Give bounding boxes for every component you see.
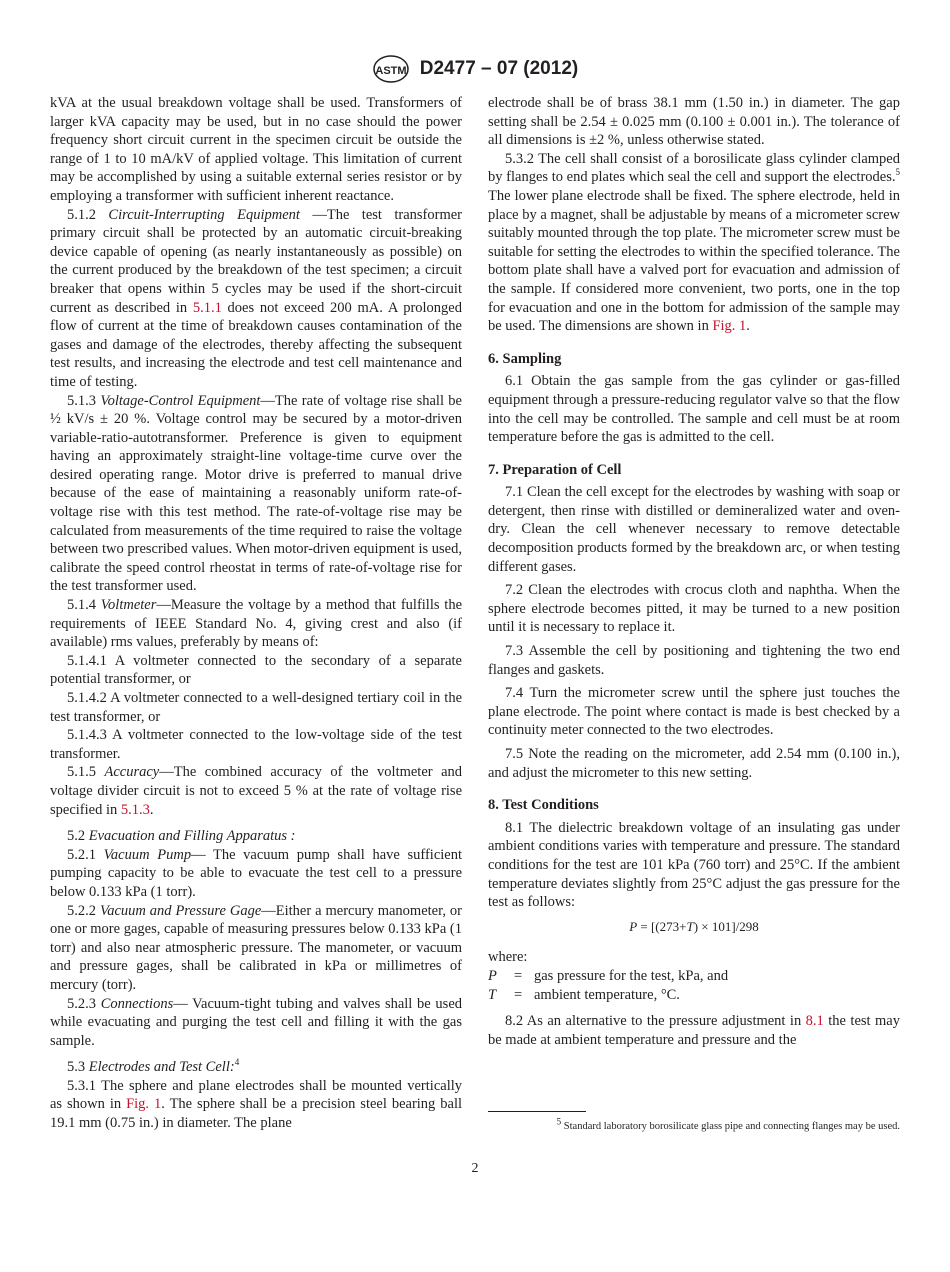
cross-reference-link[interactable]: 8.1 [805, 1013, 824, 1030]
text-span: Accuracy [104, 764, 160, 781]
text-span: — The vacuum pump shall have sufficient pumping capacity to be able to evacuate the test cell to a pressure below 0.133 kPa (1 torr). [50, 846, 463, 900]
paragraph [488, 1012, 900, 1049]
text-span: Vacuum Pump [103, 846, 192, 863]
astm-logo-icon [372, 54, 410, 84]
text-span: 6. Sampling [488, 350, 562, 367]
text-span: —The test transformer primary circuit shall be protected by an automatic circuit-breaking device capable of opening (as nearly instantaneously as possible) on the current produced by the breakdown of the test specimen; a circuit breaker that opens within 5 cycles may be used if the short-circuit current as described in [50, 206, 462, 316]
paragraph [50, 763, 462, 819]
text-span: . [149, 801, 154, 818]
paragraph [488, 642, 900, 679]
cross-reference-link[interactable]: Fig. 1 [126, 1096, 162, 1113]
text-span: = [(273+ [637, 918, 687, 934]
text-span: the test may be made at ambient temperature and pressure and the [488, 1013, 900, 1048]
svg-text:ASTM: ASTM [375, 65, 407, 77]
right-column [488, 94, 900, 1133]
text-span: = [514, 967, 523, 984]
paragraph [50, 995, 462, 1051]
footnote-divider [488, 1111, 586, 1112]
text-span: —The combined accuracy of the voltmeter and voltage divider circuit is not to exceed 5 % at the rate of voltage rise specified in [50, 764, 463, 818]
text-span: P [488, 967, 497, 984]
paragraph [488, 94, 900, 150]
footnote-ref: 5 [895, 167, 900, 178]
text-span: 7.5 Note the reading on the micrometer, add 2.54 mm (0.100 in.), and adjust the micrometer to this new setting. [488, 746, 900, 781]
section-heading [488, 461, 900, 480]
text-span: The lower plane electrode shall be fixed. The sphere electrode, held in place by a magnet, shall be adjustable by means of a micrometer screw suitably mounted through the top plate. The micrometer screw must be suitable for setting the electrodes to within the specified tolerance. The bottom plate shall have a valved port for evacuation and admission of the sample. If considered more convenient, two ports, one in the top for evacuation and one in the bottom for admission of the sample may be used. The dimensions are shown in [488, 187, 900, 335]
paragraph [488, 948, 900, 967]
paragraph [488, 819, 900, 912]
text-span: 5.3.1 The sphere and plane electrodes shall be mounted vertically as shown in [50, 1077, 462, 1113]
document-designation: D2477 – 07 (2012) [419, 58, 579, 79]
text-span: where: [488, 949, 528, 966]
text-span: . The sphere shall be a precision steel bearing ball 19.1 mm (0.75 in.) in diameter. The plane [50, 1096, 462, 1132]
paragraph [50, 392, 462, 597]
text-span: 7.1 Clean the cell except for the electrodes by washing with soap or detergent, then rinse with distilled or demineralized water and oven-dry. Clean the cell whenever necessary to remove detectable decomposition products formed by the breakdown arc, or when testing different gases. [488, 484, 900, 575]
text-span: —Either a mercury manometer, or one or more gages, capable of measuring pressures below 0.133 kPa (1 torr) and also near atmospheric pressure. The manometer, or vacuum and pressure gages, shall be calibrated in kPa or millimetres of mercury (torr). [50, 902, 462, 993]
paragraph [488, 684, 900, 740]
text-span: 5.1.4 [67, 597, 101, 614]
paragraph [50, 1058, 462, 1077]
text-span: 5.2.2 [67, 902, 100, 919]
text-span: 8.1 The dielectric breakdown voltage of an insulating gas under ambient conditions varies with temperature and pressure. The standard conditions for the test are 101 kPa (760 torr) and 25°C. If the ambient temperature deviates slightly from 25°C adjust the gas pressure for the test as follows: [488, 819, 900, 911]
paragraph [50, 652, 462, 689]
text-span: 5.3.2 The cell shall consist of a borosilicate glass cylinder clamped by flanges to end plates which seal the cell and support the electrodes. [488, 150, 900, 186]
footnote-ref: 4 [234, 1057, 240, 1068]
paragraph [50, 689, 462, 726]
paragraph [50, 206, 462, 392]
text-span: . [746, 318, 750, 335]
footnote-text: Standard laboratory borosilicate glass pipe and connecting flanges may be used. [561, 1120, 900, 1132]
right-column-body [488, 94, 900, 1049]
text-span: 7.2 Clean the electrodes with crocus cloth and naphtha. When the sphere electrode becomes pitted, it may be turned to a new position until it is necessary to replace it. [488, 582, 900, 636]
equation [488, 918, 900, 937]
paragraph [488, 581, 900, 637]
page-number: 2 [471, 1160, 479, 1176]
text-span: Electrodes and Test Cell: [88, 1059, 235, 1076]
text-span: T [488, 986, 497, 1003]
text-span: —The rate of voltage rise shall be ½ kV/s ± 20 %. Voltage control may be secured by a motor-driven variable-ratio-autotransformer. Preference is given to equipment having an approximately straight-line voltage-time curve over the desired operating range. Motor drive is preferred to manual drive because of the ease of maintaining a reasonably uniform rate-of-voltage rise with this test method. The rate-of-voltage rise may be calculated from measurements of the time required to raise the voltage between two prescribed values. When motor-driven equipment is used, calibrate the speed control rheostat in terms of rate-of-voltage rise for the test transformer used. [50, 392, 462, 595]
text-span: Voltmeter [100, 597, 157, 614]
text-span: electrode shall be of brass 38.1 mm (1.50 in.) in diameter. The gap setting shall be 2.54 ± 0.025 mm (0.100 ± 0.001 in.). The tolerance of all dimensions is ±2 %, unless otherwise stated. [488, 95, 900, 149]
text-span: 7.3 Assemble the cell by positioning and tightening the two end flanges and gaskets. [488, 643, 900, 678]
text-span: 8. Test Conditions [488, 797, 599, 814]
body-columns [0, 94, 950, 1133]
text-span: kVA at the usual breakdown voltage shall be used. Transformers of larger kVA capacity may be used, but in no case should the power frequency short circuit current in the specimen circuit be outside the range of 1 to 10 mA/kV of applied voltage. This limitation of current may be accomplished by using a suitable external series resistor or by employing a transformer with sufficient inherent reactance. [50, 95, 462, 204]
cross-reference-link[interactable]: 5.1.3 [120, 801, 150, 818]
text-span: 6.1 Obtain the gas sample from the gas cylinder or gas-filled equipment through a pressure-reducing regulator valve so that the flow into the cell may be controlled. The sample and cell must be at room temperature before the gas is admitted to the cell. [488, 373, 900, 446]
footnote-area [488, 1097, 900, 1133]
section-heading [488, 350, 900, 369]
cross-reference-link[interactable]: 5.1.1 [192, 299, 222, 316]
text-span: 5.1.4.1 A voltmeter connected to the secondary of a separate potential transformer, or [50, 652, 462, 688]
text-span: does not exceed 200 mA. A prolonged flow of current at the time of breakdown causes contamination of the gases and damage of the electrodes, thereby affecting the subsequent test results, and increasing the electrode and test cell maintenance and time of testing. [50, 299, 462, 390]
text-span: 5.1.3 [67, 392, 101, 409]
text-span: T [686, 918, 694, 934]
definition-item [488, 967, 900, 986]
paragraph [50, 827, 462, 846]
text-span: 7. Preparation of Cell [488, 461, 622, 478]
text-span: 5.3 [67, 1059, 89, 1076]
text-span: Circuit-Interrupting Equipment [108, 206, 300, 223]
paragraph [50, 1077, 462, 1133]
section-heading [488, 796, 900, 815]
footnote-mark: 5 [556, 1116, 562, 1127]
paragraph [50, 846, 462, 902]
text-span: P [629, 918, 638, 934]
text-span: gas pressure for the test, kPa, and [534, 967, 729, 984]
paragraph [488, 483, 900, 576]
text-span: ambient temperature, °C. [534, 986, 680, 1003]
text-span: Evacuation and Filling Apparatus : [88, 828, 296, 845]
text-span: 5.2 [67, 828, 89, 845]
text-span: Connections [100, 995, 174, 1012]
footnote [488, 1116, 900, 1133]
text-span: 5.1.4.3 A voltmeter connected to the low-voltage side of the test transformer. [50, 727, 462, 762]
paragraph [488, 372, 900, 446]
page-header [0, 0, 950, 86]
text-span: Voltage-Control Equipment [100, 392, 261, 409]
text-span: 5.1.5 [67, 764, 105, 781]
left-column [50, 94, 462, 1133]
cross-reference-link[interactable]: Fig. 1 [712, 318, 747, 335]
text-span: 5.1.2 [67, 206, 109, 223]
text-span: 5.2.1 [67, 846, 104, 863]
text-span: —Measure the voltage by a method that fulfills the requirements of IEEE Standard No. 4, giving crest and also (if available) rms values, preferably by means of: [50, 597, 463, 651]
definition-item [488, 986, 900, 1005]
text-span: ) × 101]/298 [693, 918, 759, 934]
text-span: 8.2 As an alternative to the pressure adjustment in [505, 1013, 806, 1030]
text-span: Vacuum and Pressure Gage [99, 902, 262, 919]
paragraph [488, 150, 900, 336]
text-span: 5.1.4.2 A voltmeter connected to a well-designed tertiary coil in the test transformer, or [50, 690, 462, 725]
text-span: 5.2.3 [67, 995, 101, 1012]
paragraph [50, 902, 462, 995]
paragraph [488, 745, 900, 782]
paragraph [50, 94, 462, 206]
text-span: 7.4 Turn the micrometer screw until the sphere just touches the plane electrode. The point where contact is made is best checked by a continuity meter connected to the two electrodes. [488, 685, 900, 739]
text-span: — Vacuum-tight tubing and valves shall be used while evacuating and purging the test cell and filling it with the gas sample. [50, 995, 463, 1049]
paragraph [50, 596, 462, 652]
text-span: = [514, 986, 523, 1003]
paragraph [50, 726, 462, 763]
